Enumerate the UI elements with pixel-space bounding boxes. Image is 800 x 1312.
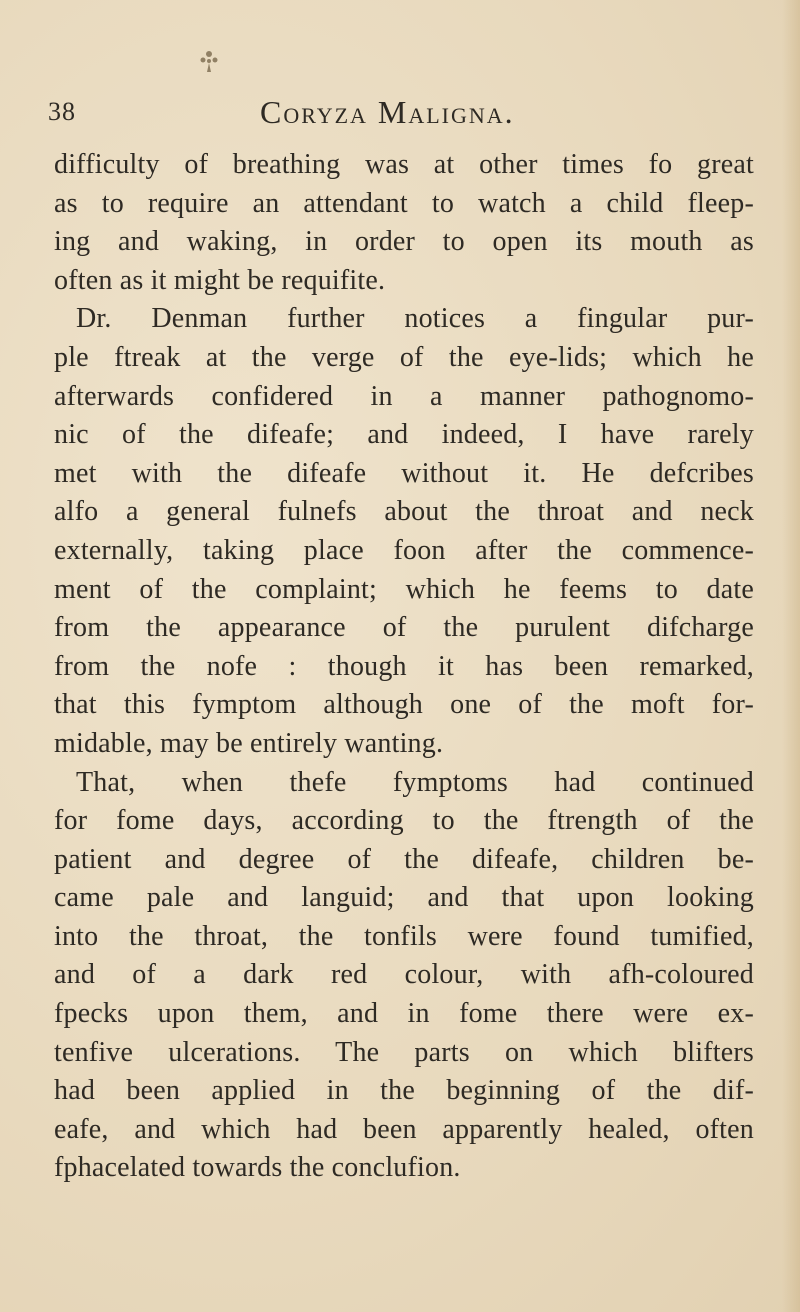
- text-line: ing and waking, in order to open its mouth as: [54, 226, 754, 258]
- text-line: afterwards confidered in a manner pathognomo-: [54, 380, 754, 412]
- text-line: from the appearance of the purulent difcharge: [54, 612, 754, 644]
- text-line: ment of the complaint; which he feems to date: [54, 573, 754, 605]
- page-header: [48, 92, 748, 132]
- body-text: [54, 146, 754, 1188]
- text-line: patient and degree of the difeafe, children be-: [54, 843, 754, 875]
- text-line: nic of the difeafe; and indeed, I have rarely: [54, 419, 754, 451]
- text-line: as to require an attendant to watch a child fleep-: [54, 187, 754, 219]
- text-line: Dr. Denman further notices a fingular pur-: [76, 303, 754, 335]
- text-line: came pale and languid; and that upon looking: [54, 882, 754, 914]
- text-line: eafe, and which had been apparently healed, often: [54, 1113, 754, 1145]
- text-line: fphacelated towards the conclufion.: [54, 1152, 461, 1184]
- text-line: for fome days, according to the ftrength of the: [54, 805, 754, 837]
- text-line: midable, may be entirely wanting.: [54, 727, 444, 759]
- page-number: 38: [48, 97, 76, 126]
- text-line: often as it might be requifite.: [54, 264, 386, 296]
- text-line: from the nofe : though it has been remarked,: [54, 650, 754, 682]
- text-line: into the throat, the tonfils were found tumified,: [54, 920, 754, 952]
- text-line: That, when thefe fymptoms had continued: [76, 766, 754, 798]
- text-line: ple ftreak at the verge of the eye-lids; which he: [54, 341, 754, 373]
- text-line: met with the difeafe without it. He defcribes: [54, 457, 754, 489]
- text-line: that this fymptom although one of the moft for-: [54, 689, 754, 721]
- text-line: had been applied in the beginning of the dif-: [54, 1075, 754, 1107]
- printers-flower-icon: [196, 48, 222, 74]
- text-line: difficulty of breathing was at other times fo great: [54, 149, 754, 180]
- text-line: tenfive ulcerations. The parts on which blifters: [54, 1036, 754, 1068]
- page-edge-shading: [782, 0, 800, 1312]
- text-line: alfo a general fulnefs about the throat and neck: [54, 496, 754, 528]
- text-line: externally, taking place foon after the commence-: [54, 534, 754, 566]
- text-line: fpecks upon them, and in fome there were ex-: [54, 998, 754, 1030]
- running-title: Coryza Maligna.: [260, 94, 515, 130]
- text-line: and of a dark red colour, with afh-coloured: [54, 959, 754, 991]
